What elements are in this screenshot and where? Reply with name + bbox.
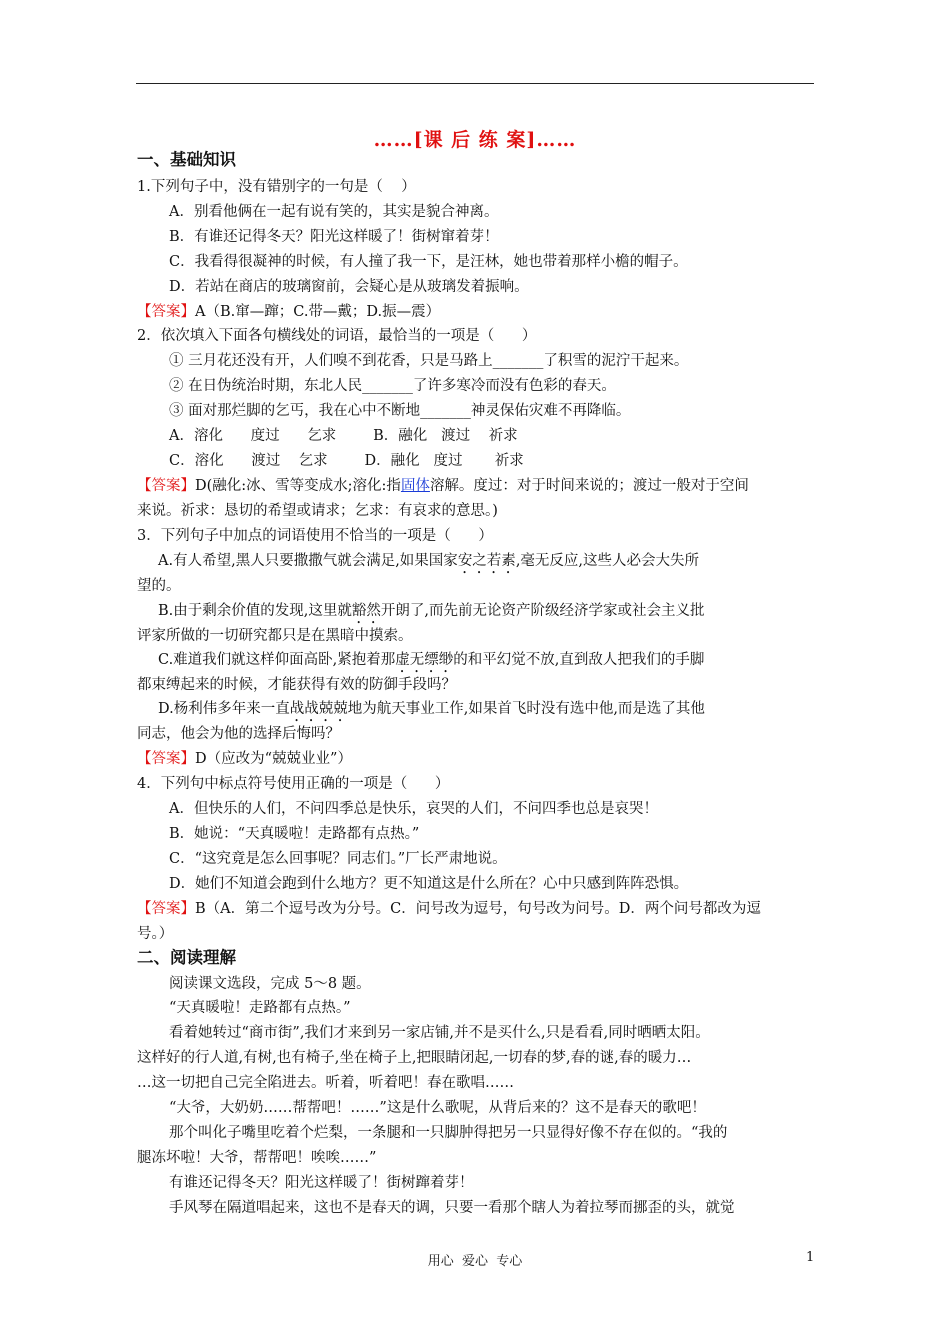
q2-item-2: ② 在日伪统治时期，东北人民_______了许多寒冷而没有色彩的春天。: [169, 378, 616, 394]
q3-option-a-cont: 望的。: [137, 578, 181, 594]
q3-c-text-cont: 的和平幻觉不放,直到敌人把我们的手脚: [453, 652, 705, 668]
q2-answer-text-b: 溶解。度过：对于时间来说的；渡过一般对于空间: [429, 478, 749, 494]
q2-item-1: ① 三月花还没有开，人们嗅不到花香，只是马路上_______了积雪的泥泞干起来。: [169, 353, 689, 369]
q1-answer: [137, 302, 817, 322]
section-heading-reading: 二、阅读理解: [137, 948, 236, 967]
q4-stem: 4．下列句中标点符号使用正确的一项是（ ）: [137, 776, 450, 792]
q3-a-text-cont: ,毫无反应,这些人必会大失所: [515, 553, 700, 569]
answer-tag: 【答案】: [137, 304, 195, 320]
q3-option-d: [158, 699, 817, 725]
q4-option-c: C．“这究竟是怎么回事呢？同志们。”厂长严肃地说。: [169, 851, 507, 867]
section-heading-basics: 一、基础知识: [137, 150, 236, 169]
passage-line: 这样好的行人道,有树,也有椅子,坐在椅子上,把眼睛闭起,一切春的梦,春的谜,春的暖力…: [137, 1050, 692, 1066]
q3-b-text-cont: 开朗了,而先前无论资产阶级经济学家或社会主义批: [380, 603, 705, 619]
q2-answer-text-a: D(融化:冰、雪等变成水;溶化:指: [195, 478, 401, 494]
q3-answer-text: D（应改为“兢兢业业”）: [195, 751, 352, 767]
q3-d-text-cont: 地为航天事业工作,如果首飞时没有选中他,而是选了其他: [347, 701, 705, 717]
passage-line: 看着她转过“商市街”,我们才来到另一家店铺,并不是买什么,只是看看,同时晒晒太阳。: [169, 1025, 710, 1041]
q1-stem: 1.下列句子中，没有错别字的一句是（ ）: [137, 179, 416, 195]
dotted-word: 豁然: [351, 603, 381, 619]
passage-line: “大爷，大奶奶……帮帮吧！……”这是什么歌呢，从背后来的？这不是春天的歌吧！: [169, 1100, 706, 1116]
q3-option-b: [158, 601, 817, 627]
q2-options-cd: C．溶化 渡过 乞求 D．融化 度过 祈求: [169, 453, 524, 469]
q4-option-a: A．但快乐的人们，不问四季总是快乐，哀哭的人们，不问四季也总是哀哭！: [169, 801, 658, 817]
q4-answer-text: B（A．第二个逗号改为分号。C．问号改为逗号，句号改为问号。D．两个问号都改为逗: [195, 901, 761, 917]
q2-options-ab: A．溶化 度过 乞求 B．融化 渡过 祈求: [169, 428, 518, 444]
q3-option-d-cont: 同志，他会为他的选择后悔吗？: [137, 726, 340, 742]
reading-intro: 阅读课文选段，完成 5～8 题。: [169, 976, 371, 992]
q1-option-a: A．别看他俩在一起有说有笑的，其实是貌合神离。: [169, 204, 499, 220]
q3-b-text: B.由于剩余价值的发现,这里就: [158, 603, 352, 619]
dotted-word: 战战兢兢: [289, 701, 348, 717]
page-number: 1: [806, 1250, 815, 1265]
q1-option-c: C．我看得很凝神的时候，有人撞了我一下，是汪林，她也带着那样小檐的帽子。: [169, 254, 688, 270]
q2-item-3: ③ 面对那烂脚的乞丐，我在心中不断地_______神灵保佑灾难不再降临。: [169, 403, 631, 419]
passage-line: 腿冻坏啦！大爷，帮帮吧！唉唉……”: [137, 1150, 377, 1166]
answer-tag: 【答案】: [137, 478, 195, 494]
q3-answer: [137, 749, 817, 769]
answer-tag: 【答案】: [137, 751, 195, 767]
header-rule: [136, 83, 814, 84]
dotted-word: 安之若素: [457, 553, 516, 569]
q3-c-text: C.难道我们就这样仰面高卧,紧抱着那: [158, 652, 396, 668]
q3-d-text: D.杨利伟多年来一直: [158, 701, 290, 717]
q2-answer: [137, 476, 817, 496]
q4-option-b: B．她说：“天真暖啦！走路都有点热。”: [169, 826, 420, 842]
footer-motto: 用心 爱心 专心: [427, 1254, 523, 1269]
q3-option-a: [158, 551, 817, 577]
solid-link[interactable]: 固体: [400, 478, 430, 494]
q4-answer-cont: 号。）: [137, 926, 174, 942]
q2-answer-cont: 来说。祈求：恳切的希望或请求；乞求：有哀求的意思。): [137, 503, 498, 519]
q4-answer: [137, 899, 817, 919]
passage-line: 那个叫化子嘴里吃着个烂梨，一条腿和一只脚肿得把另一只显得好像不存在似的。“我的: [169, 1125, 728, 1141]
q2-stem: 2．依次填入下面各句横线处的词语，最恰当的一项是（ ）: [137, 328, 537, 344]
page-title: ……[课 后 练 案]……: [373, 129, 577, 151]
passage-line: 有谁还记得冬天？阳光这样暖了！街树蹿着芽！: [169, 1175, 474, 1191]
dotted-word: 虚无缥缈: [395, 652, 454, 668]
q1-option-b: B．有谁还记得冬天？阳光这样暖了！街树窜着芽！: [169, 229, 499, 245]
answer-tag: 【答案】: [137, 901, 195, 917]
passage-line: “天真暖啦！走路都有点热。”: [169, 1000, 351, 1016]
q3-option-b-cont: 评家所做的一切研究都只是在黑暗中摸索。: [137, 628, 413, 644]
q3-stem: 3．下列句子中加点的词语使用不恰当的一项是（ ）: [137, 528, 493, 544]
passage-line: 手风琴在隔道唱起来，这也不是春天的调，只要一看那个瞎人为着拉琴而挪歪的头，就觉: [169, 1200, 735, 1216]
passage-line: …这一切把自己完全陷进去。听着，听着吧！春在歌唱……: [137, 1075, 514, 1091]
q3-option-c-cont: 都束缚起来的时候，才能获得有效的防御手段吗？: [137, 677, 456, 693]
q3-option-c: [158, 650, 817, 676]
q1-option-d: D．若站在商店的玻璃窗前，会疑心是从玻璃发着振响。: [169, 279, 529, 295]
q1-answer-text: A（B.窜—蹿；C.带—戴；D.振—震）: [195, 304, 441, 320]
q3-a-text: A.有人希望,黑人只要撒撒气就会满足,如果国家: [158, 553, 458, 569]
q4-option-d: D．她们不知道会跑到什么地方？更不知道这是什么所在？心中只感到阵阵恐惧。: [169, 876, 689, 892]
